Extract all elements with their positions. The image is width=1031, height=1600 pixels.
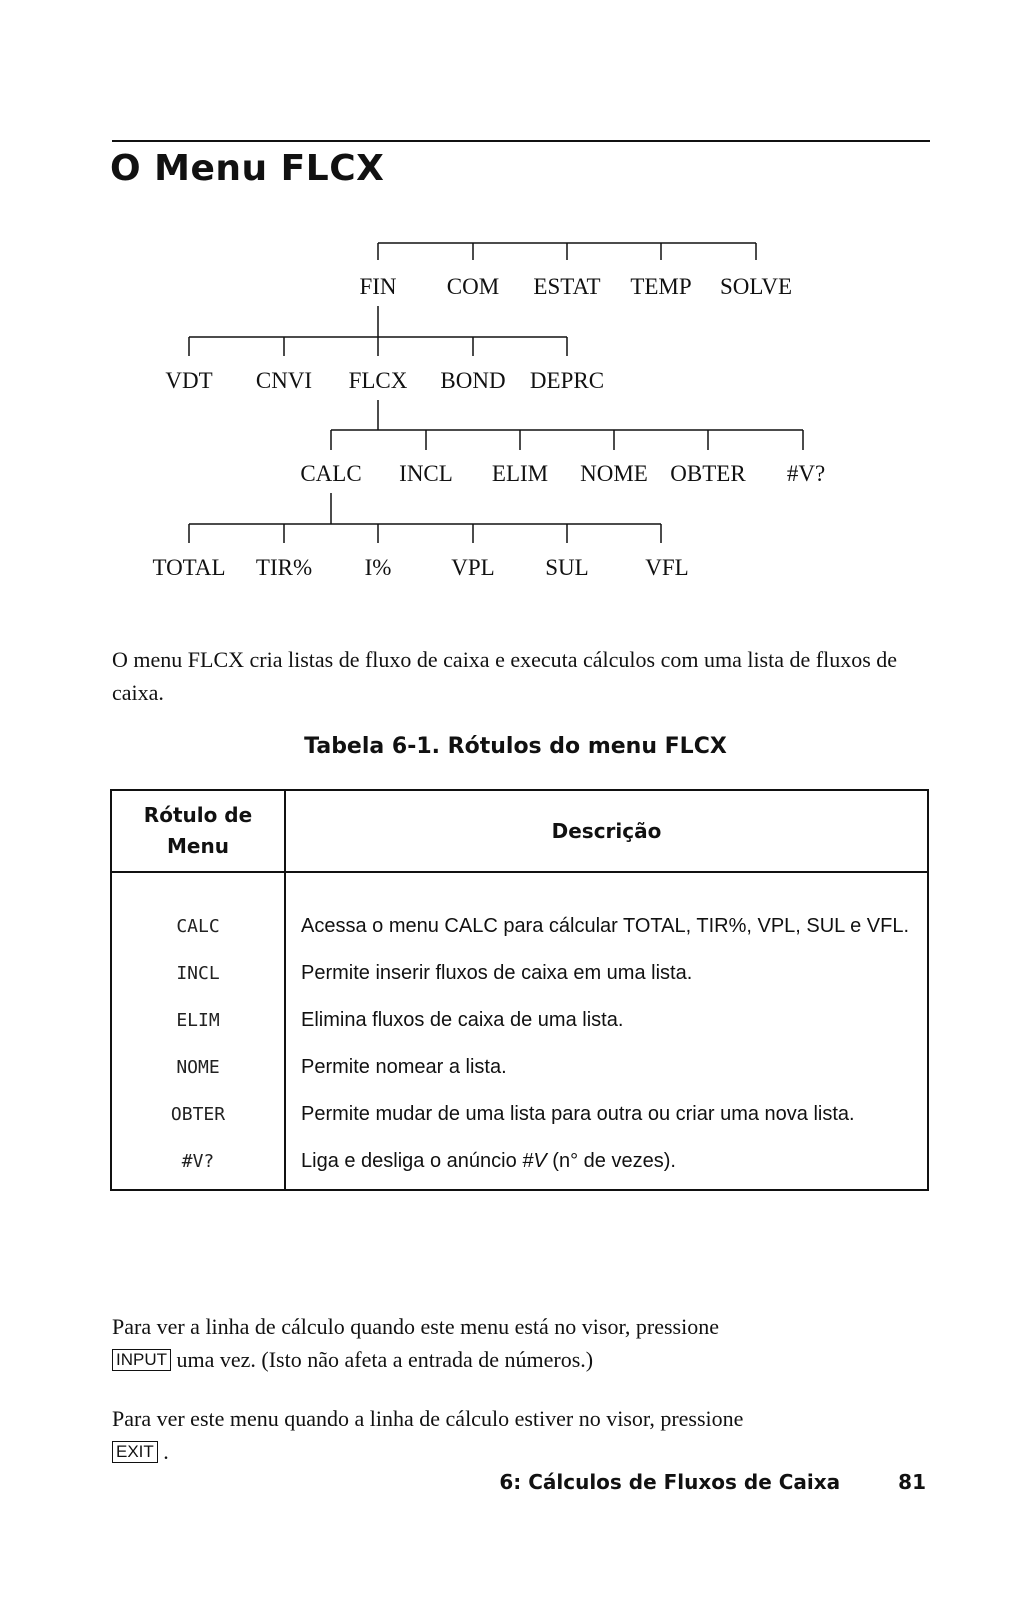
exit-key-paragraph [112,1402,932,1468]
intro-paragraph: O menu FLCX cria listas de fluxo de caixa e executa cálculos com uma lista de fluxos de caixa. [112,647,898,705]
menu-label-cell: INCL [111,951,285,998]
menu-label-cell: #V? [111,1139,285,1190]
exit-key: EXIT [112,1441,158,1463]
table-row [111,951,928,998]
page-title: O Menu FLCX [110,148,385,189]
column-header-description: Descrição [285,790,928,872]
tree-node-deprc: DEPRC [529,368,605,393]
tree-node-obter: OBTER [670,461,746,486]
tree-node-calc: CALC [300,461,362,486]
tree-node-vpl: VPL [451,555,495,580]
paragraph-text: . [163,1439,169,1464]
tree-node-bond: BOND [440,368,506,393]
table-caption: Tabela 6-1. Rótulos do menu FLCX [304,734,727,759]
menu-label-cell: OBTER [111,1092,285,1139]
tree-node-com: COM [446,274,500,299]
description-cell: Permite nomear a lista. [301,1056,507,1078]
tree-node-elim: ELIM [491,461,549,486]
page-number: 81 [898,1470,926,1494]
paragraph-text: uma vez. (Isto não afeta a entrada de números.) [171,1347,594,1372]
tree-node-solve: SOLVE [720,274,792,299]
tree-node-fin: FIN [359,274,397,299]
annunciator-symbol: #V [522,1150,547,1172]
description-text: (n° de vezes). [546,1150,676,1172]
paragraph-text: Para ver este menu quando a linha de cálculo estiver no visor, pressione [112,1406,744,1431]
tree-node-tir: TIR% [255,555,313,580]
tree-node-vfl: VFL [645,555,689,580]
tree-node-incl: INCL [399,461,453,486]
table-row [111,998,928,1045]
tree-node-temp: TEMP [630,274,692,299]
table-row [111,872,928,951]
tree-node-nome: NOME [580,461,648,486]
tree-node-estat: ESTAT [533,274,601,299]
table-row [111,1092,928,1139]
menu-tree-diagram [0,230,1031,590]
column-header-label-line2: Menu [167,834,229,858]
menu-label-cell: ELIM [111,998,285,1045]
menu-label-cell: NOME [111,1045,285,1092]
menu-label-cell: CALC [111,872,285,951]
top-rule [112,140,930,142]
description-cell: Elimina fluxos de caixa de uma lista. [301,1009,624,1031]
description-cell [285,1139,928,1190]
tree-node-flcx: FLCX [348,368,408,393]
chapter-title: 6: Cálculos de Fluxos de Caixa [499,1470,841,1494]
description-cell: Acessa o menu CALC para cálcular TOTAL, TIR%, VPL, SUL e VFL. [301,915,910,937]
tree-node-nv: #V? [786,461,826,486]
paragraph-text: Para ver a linha de cálculo quando este menu está no visor, pressione [112,1314,719,1339]
input-key: INPUT [112,1349,171,1371]
tree-node-cnvi: CNVI [255,368,313,393]
column-header-label [111,790,285,872]
tree-node-vdt: VDT [165,368,213,393]
description-text: Liga e desliga o anúncio [301,1150,523,1172]
tree-node-sul: SUL [545,555,589,580]
tree-node-total: TOTAL [152,555,226,580]
table-header-row [111,790,928,872]
tree-node-i: I% [364,555,392,580]
input-key-paragraph [112,1310,932,1376]
description-cell: Permite mudar de uma lista para outra ou criar uma nova lista. [301,1103,855,1125]
description-cell: Permite inserir fluxos de caixa em uma lista. [301,962,693,984]
column-header-label-line1: Rótulo de [143,803,253,827]
table-row [111,1139,928,1190]
table-row [111,1045,928,1092]
page-footer [499,1470,926,1494]
menu-labels-table [110,789,929,1191]
